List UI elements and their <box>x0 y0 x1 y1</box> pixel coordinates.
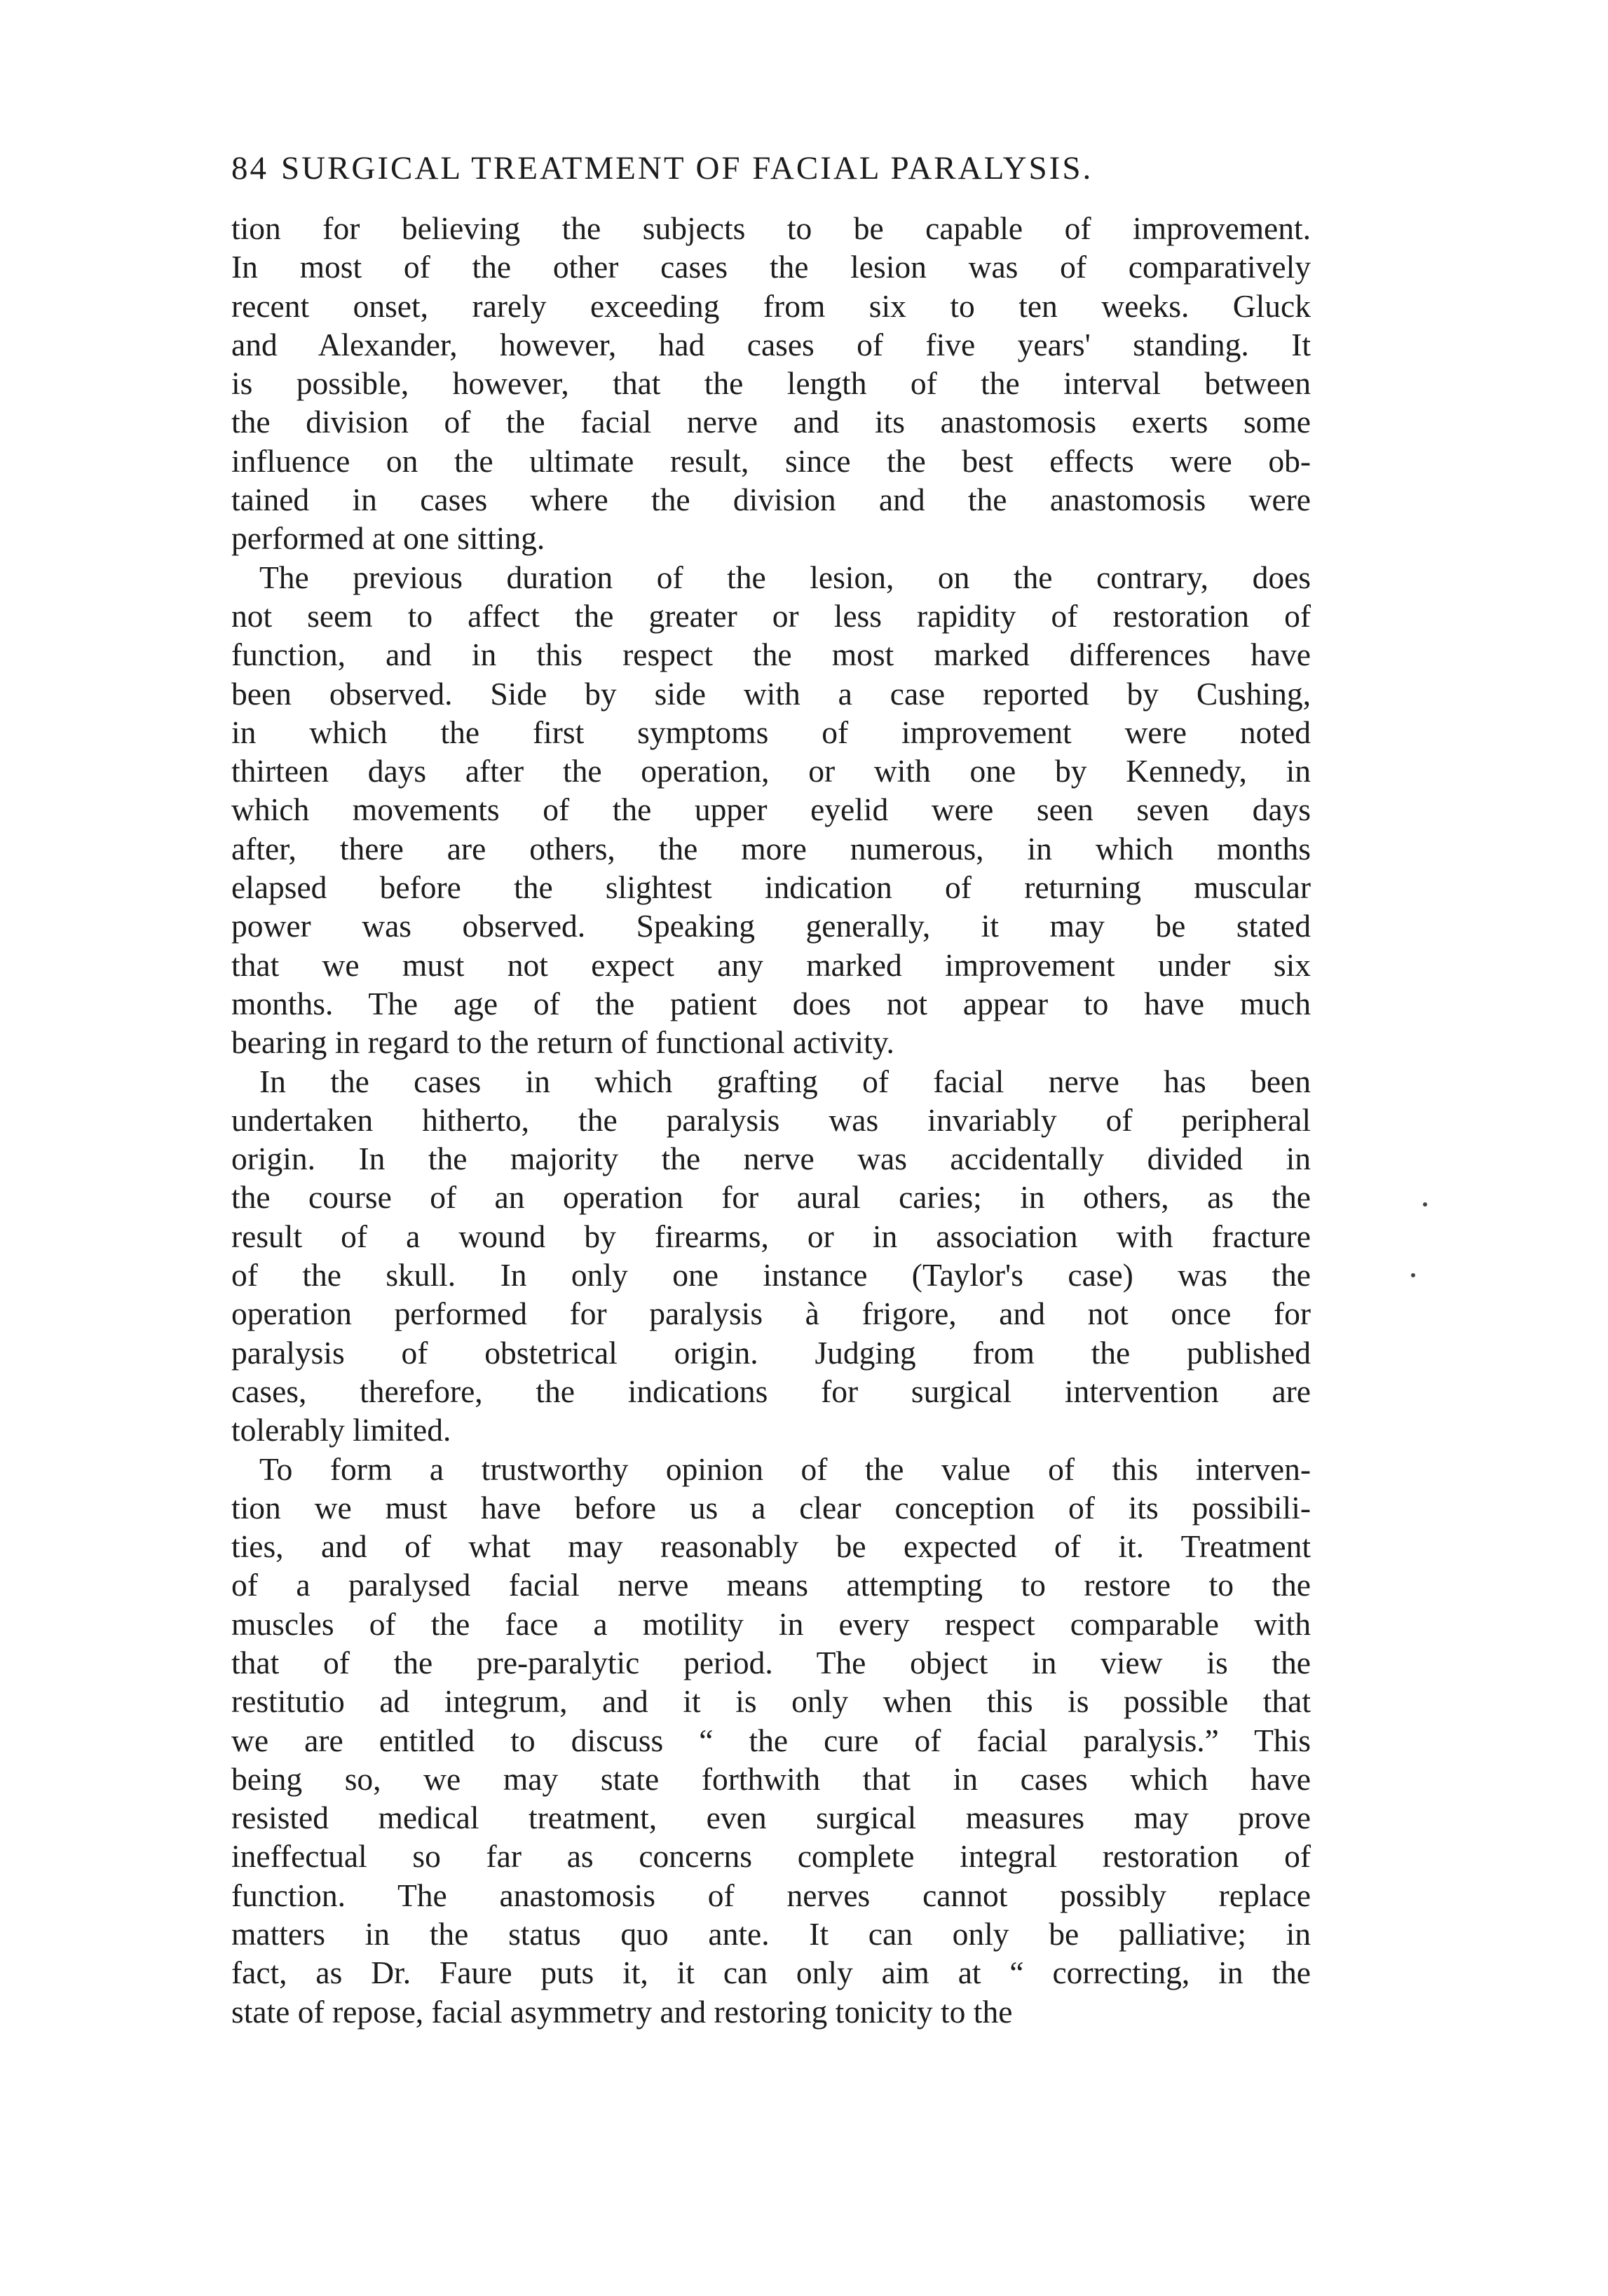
text-line: bearing in regard to the return of functional activity. <box>231 1024 894 1061</box>
text-line: that we must not expect any marked improvement under six <box>231 946 1311 983</box>
text-line: origin. In the majority the nerve was accidentally divided in <box>231 1141 1311 1177</box>
text-line: months. The age of the patient does not appear to have much <box>231 985 1311 1021</box>
text-line: tion for believing the subjects to be capable of improvement. <box>231 210 1311 246</box>
text-line: restitutio ad integrum, and it is only when this is possible that <box>231 1683 1311 1720</box>
text-line: function, and in this respect the most marked differences have <box>231 637 1311 673</box>
text-line: fact, as Dr. Faure puts it, it can only aim at “ correcting, in the <box>231 1955 1311 1991</box>
text-line: paralysis of obstetrical origin. Judging from the published <box>231 1334 1311 1371</box>
text-line: which movements of the upper eyelid were seen seven days <box>231 792 1311 828</box>
running-title: SURGICAL TREATMENT OF FACIAL PARALYSIS. <box>281 150 1093 186</box>
paragraph <box>231 1062 1311 1450</box>
text-line: tion we must have before us a clear conception of its possibili- <box>231 1489 1311 1526</box>
paragraph <box>231 209 1311 558</box>
text-line: function. The anastomosis of nerves cannot possibly replace <box>231 1877 1311 1913</box>
paragraph <box>231 558 1311 1062</box>
text-line: result of a wound by firearms, or in association with fracture <box>231 1218 1311 1254</box>
text-line: resisted medical treatment, even surgical measures may prove <box>231 1800 1311 1836</box>
text-line: ineffectual so far as concerns complete integral restoration of <box>231 1838 1311 1875</box>
text-line: and Alexander, however, had cases of five years' standing. It <box>231 326 1311 362</box>
text-line: influence on the ultimate result, since the best effects were ob- <box>231 442 1311 479</box>
text-line: that of the pre-paralytic period. The object in view is the <box>231 1644 1311 1680</box>
document-page <box>231 147 1311 2031</box>
text-line: To form a trustworthy opinion of the value of this interven- <box>259 1451 1311 1487</box>
text-line: being so, we may state forthwith that in cases which have <box>231 1760 1311 1797</box>
text-line: the course of an operation for aural caries; in others, as the <box>231 1179 1311 1216</box>
margin-mark <box>1423 1202 1427 1207</box>
text-line: recent onset, rarely exceeding from six to ten weeks. Gluck <box>231 287 1311 324</box>
text-line: not seem to affect the greater or less rapidity of restoration of <box>231 597 1311 634</box>
body-text <box>231 209 1311 2031</box>
text-line: In the cases in which grafting of facial nerve has been <box>259 1063 1311 1099</box>
text-line: cases, therefore, the indications for surgical intervention are <box>231 1373 1311 1409</box>
text-line: is possible, however, that the length of the interval between <box>231 365 1311 402</box>
margin-mark <box>1411 1273 1415 1277</box>
text-line: of a paralysed facial nerve means attempting to restore to the <box>231 1567 1311 1603</box>
text-line: after, there are others, the more numerous, in which months <box>231 830 1311 867</box>
text-line: thirteen days after the operation, or with one by Kennedy, in <box>231 753 1311 789</box>
text-line: we are entitled to discuss “ the cure of facial paralysis.” This <box>231 1722 1311 1758</box>
text-line: matters in the status quo ante. It can only be palliative; in <box>231 1916 1311 1952</box>
text-line: of the skull. In only one instance (Taylor's case) was the <box>231 1257 1311 1293</box>
text-line: state of repose, facial asymmetry and restoring tonicity to the <box>231 1993 1013 2030</box>
text-line: In most of the other cases the lesion was of comparatively <box>231 249 1311 285</box>
text-line: operation performed for paralysis à frigore, and not once for <box>231 1296 1311 1332</box>
text-line: performed at one sitting. <box>231 520 545 557</box>
text-line: power was observed. Speaking generally, it may be stated <box>231 908 1311 944</box>
text-line: the division of the facial nerve and its anastomosis exerts some <box>231 404 1311 440</box>
running-head <box>231 147 1311 189</box>
text-line: tained in cases where the division and the anastomosis were <box>231 482 1311 518</box>
text-line: in which the first symptoms of improvement were noted <box>231 714 1311 750</box>
text-line: been observed. Side by side with a case reported by Cushing, <box>231 675 1311 712</box>
text-line: elapsed before the slightest indication of returning muscular <box>231 869 1311 906</box>
text-line: muscles of the face a motility in every respect comparable with <box>231 1605 1311 1642</box>
text-line: tolerably limited. <box>231 1412 451 1448</box>
paragraph <box>231 1450 1311 2031</box>
text-line: ties, and of what may reasonably be expected of it. Treatment <box>231 1528 1311 1565</box>
page-number: 84 <box>231 150 268 186</box>
text-line: undertaken hitherto, the paralysis was invariably of peripheral <box>231 1101 1311 1138</box>
text-line: The previous duration of the lesion, on the contrary, does <box>259 559 1311 595</box>
